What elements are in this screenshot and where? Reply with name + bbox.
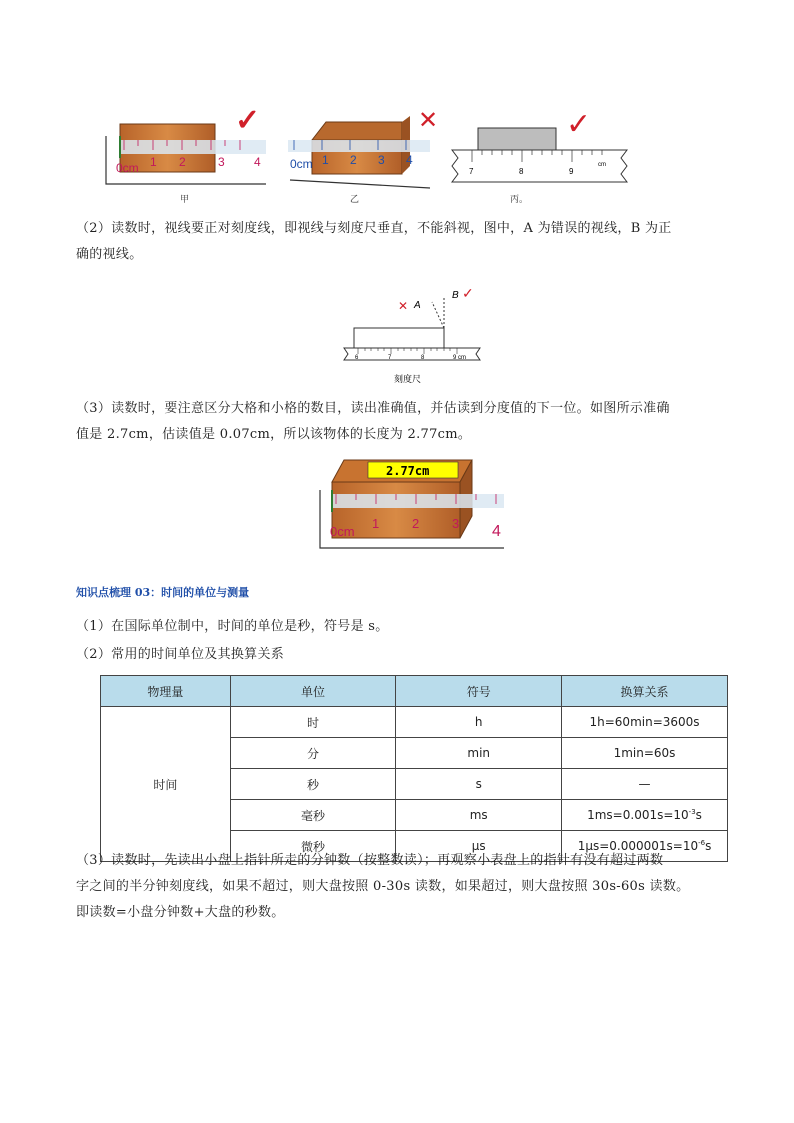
paragraph-6-line-2: 字之间的半分钟刻度线，如果不超过，则大盘按照 0-30s 读数，如果超过，则大盘按照 30s-60s 读数。 xyxy=(76,879,690,894)
symbol-cell: h xyxy=(396,707,562,738)
ruler-4: 4 xyxy=(492,523,501,540)
ruler-c-unit: cm xyxy=(598,162,606,168)
unit-cell: 微秒 xyxy=(230,831,396,862)
conversion-cell xyxy=(562,800,728,831)
ruler-2: 2 xyxy=(412,516,420,531)
conversion-exponent: -6 xyxy=(698,839,706,847)
ruler-placement-svg xyxy=(100,96,640,206)
ruler-a-4: 4 xyxy=(254,155,261,169)
ruler xyxy=(332,494,504,508)
panel-b xyxy=(288,107,438,204)
header-quantity: 物理量 xyxy=(101,676,231,707)
figure-reading xyxy=(318,456,508,550)
ruler-3: 3 xyxy=(452,516,460,531)
caption-ruler: 刻度尺 xyxy=(394,375,422,385)
paragraph-2-line-1: （2）读数时，视线要正对刻度线，即视线与刻度尺垂直，不能斜视，图中，A 为错误的视线，B 为正 xyxy=(76,221,672,236)
ruler-b-2: 2 xyxy=(350,153,357,167)
ruler-b-zero: 0cm xyxy=(290,157,313,171)
panel-c xyxy=(452,108,627,204)
ruler-1: 1 xyxy=(372,516,380,531)
tick-9: 9 cm xyxy=(453,355,467,361)
paragraph-6-line-1: （3）读数时，先读出小盘上指针所走的分钟数（按整数读）；再观察小表盘上的指针有没有超过两数 xyxy=(76,853,664,868)
reading-label: 2.77cm xyxy=(386,464,430,478)
table-row xyxy=(101,707,728,738)
paragraph-6 xyxy=(76,848,736,926)
ruler-b-1: 1 xyxy=(322,153,329,167)
figure-sight-line xyxy=(340,284,490,388)
conversion-exponent: -3 xyxy=(688,808,696,816)
unit-cell: 时 xyxy=(230,707,396,738)
sight-line-a xyxy=(432,302,444,328)
symbol-cell: s xyxy=(396,769,562,800)
symbol-cell: min xyxy=(396,738,562,769)
caption-b: 乙 xyxy=(350,194,360,204)
ruler-b-4: 4 xyxy=(406,153,413,167)
ruler-b-3: 3 xyxy=(378,153,385,167)
object-block xyxy=(354,328,444,348)
gray-block xyxy=(478,128,556,150)
unit-cell: 分 xyxy=(230,738,396,769)
paragraph-2 xyxy=(76,216,736,268)
ruler-b xyxy=(288,140,430,152)
paragraph-3-line-1: （3）读数时，要注意区分大格和小格的数目，读出准确值，并估读到分度值的下一位。如图所示准确 xyxy=(76,401,670,416)
figure-ruler-placement xyxy=(100,96,640,206)
cross-mark-b: ✕ xyxy=(418,107,439,134)
paragraph-3 xyxy=(76,396,736,448)
tick-6: 6 xyxy=(355,355,359,361)
paragraph-3-line-2: 值是 2.7cm，估读值是 0.07cm，所以该物体的长度为 2.77cm。 xyxy=(76,427,472,442)
paragraph-6-line-3: 即读数=小盘分钟数+大盘的秒数。 xyxy=(76,905,285,920)
conversion-unit: s xyxy=(695,808,702,822)
ruler-c-9: 9 xyxy=(569,167,574,176)
unit-cell: 秒 xyxy=(230,769,396,800)
ruler-c-7: 7 xyxy=(469,167,474,176)
conversion-cell: — xyxy=(562,769,728,800)
paragraph-4: （1）在国际单位制中，时间的单位是秒，符号是 s。 xyxy=(76,619,389,634)
quantity-cell: 时间 xyxy=(101,707,231,862)
caption-a: 甲 xyxy=(180,194,190,204)
ruler-zero: 0cm xyxy=(330,524,355,539)
section-heading: 知识点梳理 03：时间的单位与测量 xyxy=(76,586,250,599)
ruler-a-zero: 0cm xyxy=(116,161,139,175)
cross-mark: ✕ xyxy=(398,299,409,313)
paragraph-5: （2）常用的时间单位及其换算关系 xyxy=(76,647,285,662)
label-a: A xyxy=(414,300,421,311)
header-symbol: 符号 xyxy=(396,676,562,707)
time-unit-table xyxy=(100,675,728,862)
conversion-base: 1μs=0.000001s=10 xyxy=(577,839,699,853)
ruler-a-2: 2 xyxy=(179,155,186,169)
header-unit: 单位 xyxy=(230,676,396,707)
ruler-c-8: 8 xyxy=(519,167,524,176)
unit-cell: 毫秒 xyxy=(230,800,396,831)
check-mark-c: ✓ xyxy=(566,108,592,141)
header-conversion: 换算关系 xyxy=(562,676,728,707)
tick-8: 8 xyxy=(421,355,425,361)
check-mark-a: ✓ xyxy=(235,104,261,137)
ruler-a-3: 3 xyxy=(218,155,225,169)
caption-c: 丙。 xyxy=(510,194,529,204)
symbol-cell: ms xyxy=(396,800,562,831)
conversion-unit: s xyxy=(705,839,712,853)
conversion-cell: 1h=60min=3600s xyxy=(562,707,728,738)
panel-a xyxy=(106,104,266,204)
symbol-cell: μs xyxy=(396,831,562,862)
ruler-a-1: 1 xyxy=(150,155,157,169)
tick-7: 7 xyxy=(388,355,392,361)
table-header-row xyxy=(101,676,728,707)
reading-svg xyxy=(318,456,508,550)
paragraph-2-line-2: 确的视线。 xyxy=(76,247,143,262)
conversion-cell: 1min=60s xyxy=(562,738,728,769)
sight-line-svg xyxy=(340,284,490,388)
label-b: B xyxy=(452,290,459,301)
conversion-base: 1ms=0.001s=10 xyxy=(587,808,689,822)
check-mark: ✓ xyxy=(462,285,474,301)
ruler-a xyxy=(120,140,266,154)
